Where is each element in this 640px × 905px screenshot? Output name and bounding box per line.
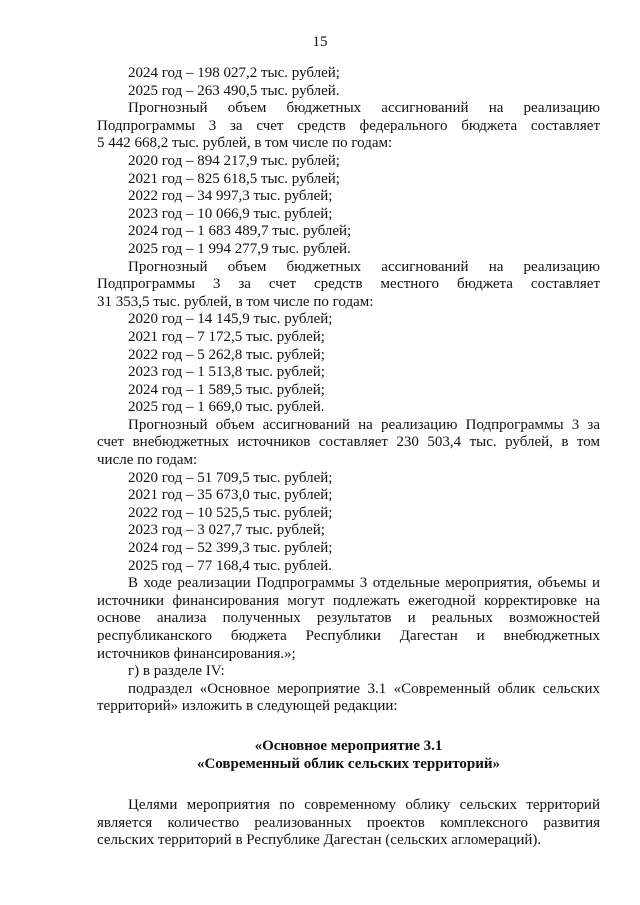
- year-line: 2024 год – 198 027,2 тыс. рублей;: [128, 65, 340, 81]
- year-line: 2025 год – 263 490,5 тыс. рублей.: [128, 82, 340, 99]
- extra-year-line: 2020 год – 51 709,5 тыс. рублей;: [128, 469, 333, 486]
- course-paragraph-line: В ходе реализации Подпрограммы 3 отдельные мероприятия, объемы и: [128, 575, 600, 592]
- section-line: г) в разделе IV:: [128, 663, 225, 680]
- course-paragraph-line: источники финансирования могут подлежать ежегодной корректировке на: [97, 592, 600, 609]
- local-paragraph-line: 31 353,5 тыс. рублей, в том числе по годам:: [97, 293, 374, 310]
- local-year-line: 2025 год – 1 669,0 тыс. рублей.: [128, 399, 325, 416]
- section-heading: [97, 738, 600, 773]
- extra-year-line: 2021 год – 35 673,0 тыс. рублей;: [128, 487, 333, 504]
- federal-year-line: 2024 год – 1 683 489,7 тыс. рублей;: [128, 223, 352, 240]
- subsection-line: территорий» изложить в следующей редакции:: [97, 698, 398, 715]
- federal-year-line: 2020 год – 894 217,9 тыс. рублей;: [128, 152, 340, 169]
- local-year-line: 2023 год – 1 513,8 тыс. рублей;: [128, 364, 325, 381]
- goals-line: сельских территорий в Республике Дагестан (сельских агломераций).: [97, 832, 542, 849]
- federal-paragraph-line: Прогнозный объем бюджетных ассигнований на реализацию: [128, 100, 600, 117]
- federal-paragraph-line: Подпрограммы 3 за счет средств федерального бюджета составляет: [97, 117, 600, 134]
- extra-year-line: 2022 год – 10 525,5 тыс. рублей;: [128, 504, 333, 521]
- federal-paragraph-line: 5 442 668,2 тыс. рублей, в том числе по годам:: [97, 135, 393, 152]
- heading-line: «Основное мероприятие 3.1: [254, 737, 443, 754]
- extra-year-line: 2025 год – 77 168,4 тыс. рублей.: [128, 557, 333, 574]
- extra-year-line: 2023 год – 3 027,7 тыс. рублей;: [128, 522, 325, 539]
- local-year-line: 2021 год – 7 172,5 тыс. рублей;: [128, 328, 325, 345]
- federal-year-line: 2021 год – 825 618,5 тыс. рублей;: [128, 170, 340, 187]
- extra-paragraph-line: счет внебюджетных источников составляет 230 503,4 тыс. рублей, в том: [97, 434, 600, 451]
- local-year-line: 2020 год – 14 145,9 тыс. рублей;: [128, 311, 333, 328]
- goals-line: является количество реализованных проектов комплексного развития: [97, 814, 600, 831]
- federal-year-line: 2022 год – 34 997,3 тыс. рублей;: [128, 188, 333, 205]
- course-paragraph-line: источников финансирования.»;: [97, 645, 296, 662]
- subsection-line: подраздел «Основное мероприятие 3.1 «Современный облик сельских: [128, 680, 600, 697]
- page-number: 15: [312, 34, 328, 50]
- goals-line: Целями мероприятия по современному облику сельских территорий: [128, 797, 600, 814]
- local-paragraph-line: Прогнозный объем бюджетных ассигнований на реализацию: [128, 258, 600, 275]
- federal-year-line: 2023 год – 10 066,9 тыс. рублей;: [128, 205, 333, 222]
- extra-paragraph-line: числе по годам:: [97, 452, 198, 469]
- document-body: [97, 65, 600, 850]
- local-year-line: 2024 год – 1 589,5 тыс. рублей;: [128, 381, 325, 398]
- course-paragraph-line: республиканского бюджета Республики Дагестан и внебюджетных: [97, 628, 600, 644]
- course-paragraph-line: основе анализа полученных результатов и реальных возможностей: [97, 610, 600, 627]
- federal-year-line: 2025 год – 1 994 277,9 тыс. рублей.: [128, 240, 351, 257]
- goals-paragraph: [97, 797, 600, 850]
- extra-paragraph-line: Прогнозный объем ассигнований на реализацию Подпрограммы 3 за: [128, 416, 600, 433]
- heading-line: «Современный облик сельских территорий»: [196, 755, 501, 772]
- extra-year-line: 2024 год – 52 399,3 тыс. рублей;: [128, 540, 333, 557]
- local-year-line: 2022 год – 5 262,8 тыс. рублей;: [128, 346, 325, 363]
- local-paragraph-line: Подпрограммы 3 за счет средств местного бюджета составляет: [97, 276, 600, 293]
